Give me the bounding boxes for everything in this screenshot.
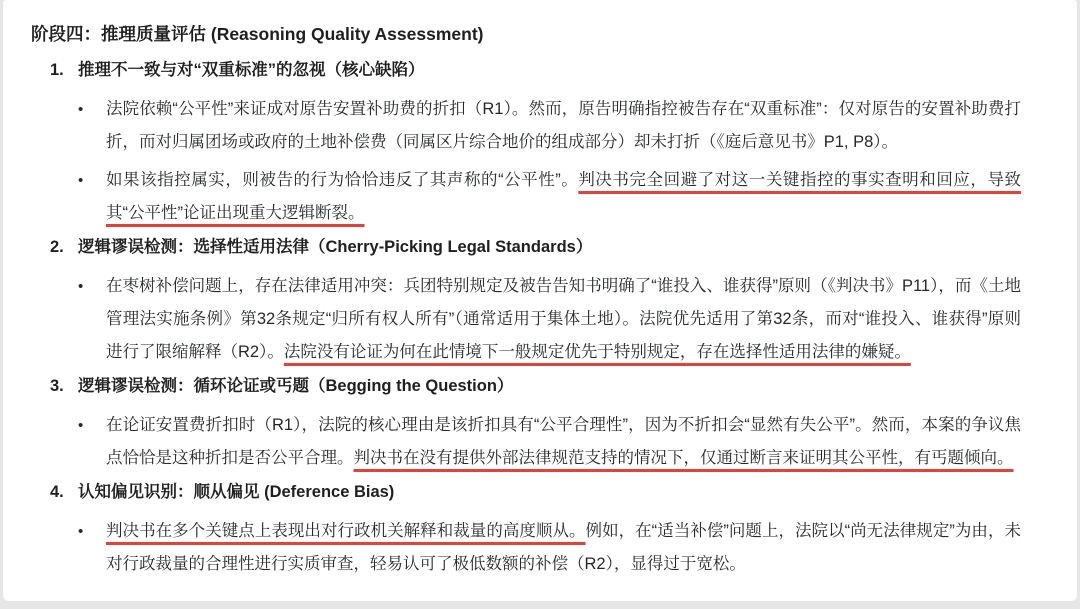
section-title: 逻辑谬误检测：循环论证或丐题（Begging the Question） bbox=[78, 377, 514, 395]
underlined-text: 判决书完全回避了对这一关键指控的事实查明和回应，导致其“公平性”论证出现重大逻辑断裂。 bbox=[106, 171, 1022, 222]
section-heading bbox=[50, 58, 1021, 83]
bullet-text bbox=[106, 270, 1021, 369]
plain-text: 在枣树补偿问题上，存在法律适用冲突：兵团特别规定及被告告知书明确了“谁投入、谁获得”原则（《判决书》P11），而《土地管理法实施条例》第32条规定“归所有权人所有”（通常适用于集体土地）。法院优先适用了第32条，而对“谁投入、谁获得”原则进行了限缩解释（R2）。 bbox=[106, 277, 1021, 361]
bullet-text bbox=[106, 164, 1021, 230]
page-title: 阶段四：推理质量评估 (Reasoning Quality Assessment) bbox=[31, 24, 484, 44]
bullet-text bbox=[106, 93, 1021, 159]
underlined-text: 法院没有论证为何在此情境下一般规定优先于特别规定，存在选择性适用法律的嫌疑。 bbox=[283, 343, 911, 361]
bullet-dot-icon: • bbox=[78, 172, 84, 189]
section-number: 3. bbox=[50, 377, 64, 395]
plain-text: 如果该指控属实，则被告的行为恰恰违反了其声称的“公平性”。 bbox=[106, 171, 579, 189]
bullet-dot-icon: • bbox=[78, 523, 84, 540]
bullet-item bbox=[31, 409, 1021, 475]
bullet-dot-icon: • bbox=[78, 101, 84, 118]
bullet-text bbox=[106, 515, 1021, 581]
section-number: 1. bbox=[50, 61, 64, 79]
document-card bbox=[3, 0, 1077, 601]
plain-text: 在论证安置费折扣时（R1），法院的核心理由是该折扣具有“公平合理性”，因为不折扣会“显然有失公平”。然而，本案的争议焦点恰恰是这种折扣是否公平合理。 bbox=[106, 416, 1021, 467]
bullet-text bbox=[106, 409, 1021, 475]
section-2 bbox=[31, 235, 1021, 369]
section-number: 4. bbox=[50, 483, 64, 501]
document-content bbox=[3, 0, 1077, 581]
section-number: 2. bbox=[50, 238, 64, 256]
bullet-dot-icon: • bbox=[78, 278, 84, 295]
bullet-dot-icon: • bbox=[78, 417, 84, 434]
bullet-item bbox=[31, 515, 1021, 581]
section-heading bbox=[50, 235, 1021, 260]
document-body bbox=[31, 58, 1021, 581]
section-heading bbox=[50, 480, 1021, 505]
plain-text: 法院依赖“公平性”来证成对原告安置补助费的折扣（R1）。然而，原告明确指控被告存在“双重标准”：仅对原告的安置补助费打折，而对归属团场或政府的土地补偿费（同属区片综合地价的组成部分）却未打折（《庭后意见书》P1, P8）。 bbox=[106, 100, 1021, 151]
section-1 bbox=[31, 58, 1021, 230]
underlined-text: 判决书在多个关键点上表现出对行政机关解释和裁量的高度顺从。 bbox=[106, 522, 586, 540]
section-4 bbox=[31, 480, 1021, 581]
section-title: 认知偏见识别：顺从偏见 (Deference Bias) bbox=[78, 483, 395, 501]
plain-text: 例如，在“适当补偿”问题上，法院以“尚无法律规定”为由，未对行政裁量的合理性进行实质审查，轻易认可了极低数额的补偿（R2），显得过于宽松。 bbox=[106, 522, 1022, 573]
bullet-item bbox=[31, 164, 1021, 230]
section-title: 逻辑谬误检测：选择性适用法律（Cherry-Picking Legal Standards） bbox=[78, 238, 593, 256]
section-3 bbox=[31, 374, 1021, 475]
section-title: 推理不一致与对“双重标准”的忽视（核心缺陷） bbox=[78, 61, 425, 79]
section-heading bbox=[50, 374, 1021, 399]
bullet-item bbox=[31, 270, 1021, 369]
bullet-item bbox=[31, 93, 1021, 159]
underlined-text: 判决书在没有提供外部法律规范支持的情况下，仅通过断言来证明其公平性，有丐题倾向。 bbox=[353, 449, 1014, 467]
